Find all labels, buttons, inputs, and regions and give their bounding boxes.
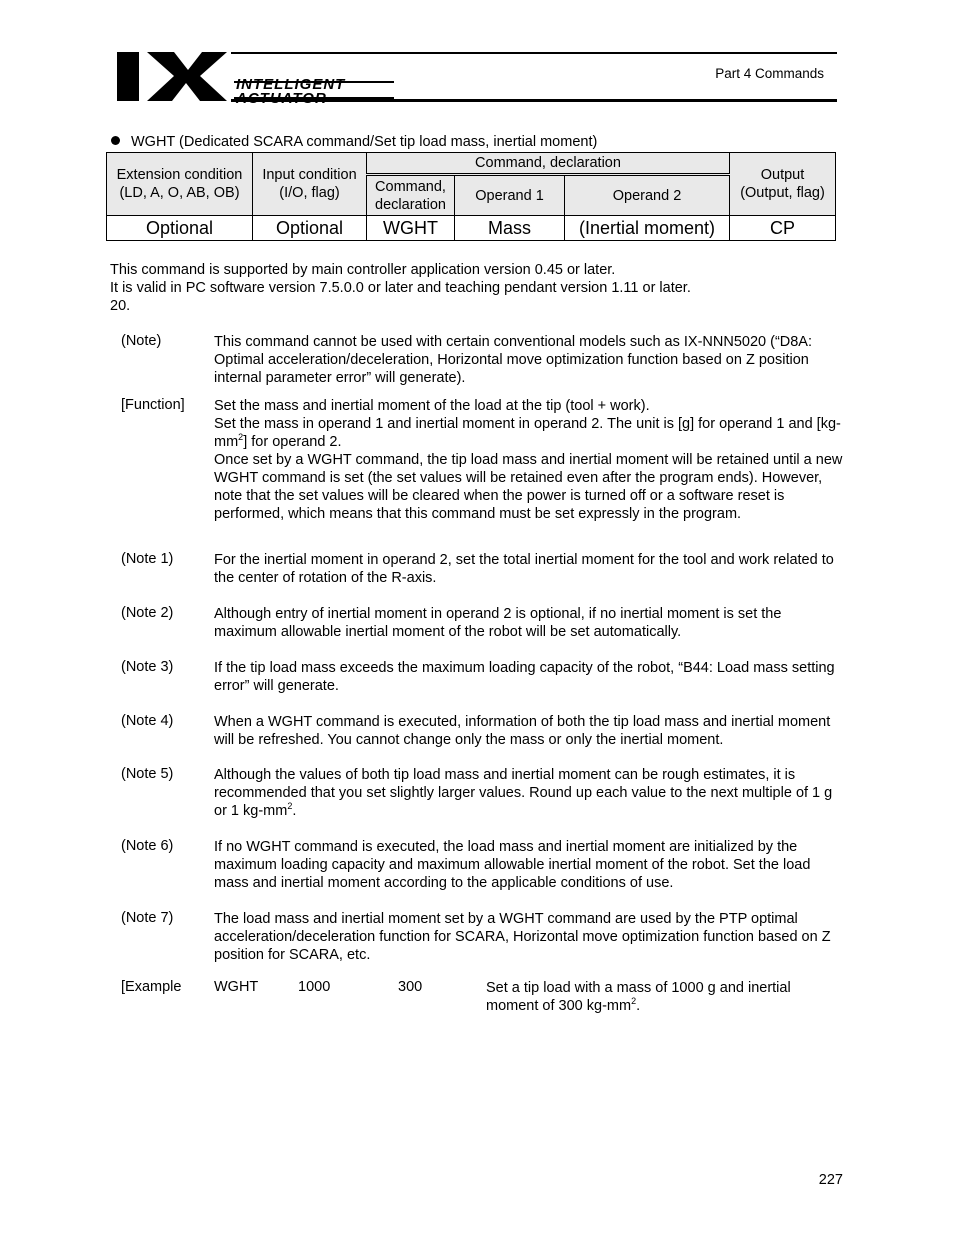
function-paragraph-2: [214, 415, 848, 451]
intro-text: [110, 261, 691, 315]
note-2-text: Although entry of inertial moment in operand 2 is optional, if no inertial moment is set the maximum allowable inertial moment of the robot will be set automatically.: [214, 606, 782, 640]
value-extension-condition: Optional: [107, 216, 253, 241]
command-spec-table: [106, 152, 836, 241]
function-text: [214, 397, 848, 523]
header-command: [367, 175, 455, 216]
note-text: This command cannot be used with certain conventional models such as IX-NNN5020 (“D8A: Optimal acceleration/deceleration, Horizontal move optimization function based on Z position internal parameter error” will generate).: [214, 334, 813, 386]
note-5-body: Although the values of both tip load mass and inertial moment can be rough estimates, it is recommended that you set slightly larger values. Round up each value to the next multiple of 1 g or 1 kg-mm: [214, 767, 833, 819]
header-extension-condition: [107, 153, 253, 216]
command-heading-text: WGHT (Dedicated SCARA command/Set tip load mass, inertial moment): [131, 134, 598, 150]
note-5-tail: .: [292, 803, 297, 819]
header-extension-line1: Extension condition: [116, 167, 243, 183]
note-5-superscript: 2: [287, 801, 293, 812]
example-description: [486, 979, 846, 1015]
note-5-text: [214, 766, 848, 820]
value-command: WGHT: [367, 216, 455, 241]
note-5-label: (Note 5): [121, 766, 174, 782]
function-p2-superscript: 2: [238, 432, 244, 443]
note-7-text: The load mass and inertial moment set by a WGHT command are used by the PTP optimal acceleration/deceleration function for SCARA, Horizontal move optimization function based on Z position for SCARA, etc.: [214, 911, 831, 963]
header-rule-bottom: [231, 99, 837, 102]
function-p2-text: Set the mass in operand 1 and inertial moment in operand 2. The unit is [g] for operand 1 and [kg-mm: [214, 416, 841, 450]
note-4-label: (Note 4): [121, 713, 174, 729]
function-paragraph-1: Set the mass and inertial moment of the load at the tip (tool + work).: [214, 398, 650, 414]
note-7-label: (Note 7): [121, 910, 174, 926]
intro-line-1: This command is supported by main controller application version 0.45 or later.: [110, 262, 616, 278]
page-number: 227: [818, 1172, 843, 1188]
note-1-label: (Note 1): [121, 551, 174, 567]
example-label: [Example: [121, 979, 182, 995]
note-6-text: If no WGHT command is executed, the load mass and inertial moment are initialized by the maximum loading capacity and maximum allowable inertial moment of the robot. Set the load mass and inertial moment according to the applicable conditions of use.: [214, 839, 811, 891]
note-label: (Note): [121, 333, 162, 349]
header-operand1: Operand 1: [455, 175, 565, 216]
header-operand2: Operand 2: [565, 175, 730, 216]
value-output: CP: [730, 216, 836, 241]
note-6-label: (Note 6): [121, 838, 174, 854]
intro-line-3: 20.: [110, 298, 131, 314]
header-input-line2: (I/O, flag): [279, 185, 340, 201]
header-output-line1: Output: [760, 167, 805, 183]
header-command-group: Command, declaration: [367, 153, 730, 175]
function-paragraph-3: Once set by a WGHT command, the tip load mass and inertial moment will be retained until a new WGHT command is set (the set values will be retained even after the program ends). However, note that the set values will be cleared when the power is turned off or a software reset is performed, which means that this command must be set expressly in the program.: [214, 452, 843, 522]
logo-line-intelligent: INTELLIGENT: [236, 76, 346, 93]
header-input-condition: [253, 153, 367, 216]
note-4-text: When a WGHT command is executed, information of both the tip load mass and inertial moment will be refreshed. You cannot change only the mass or only the inertial moment.: [214, 714, 831, 748]
example-operand1: 1000: [298, 979, 331, 995]
function-label: [Function]: [121, 397, 185, 413]
example-operand2: 300: [398, 979, 423, 995]
command-heading: [111, 134, 597, 150]
value-operand1: Mass: [455, 216, 565, 241]
header-output: [730, 153, 836, 216]
note-2-label: (Note 2): [121, 605, 174, 621]
note-1-text: For the inertial moment in operand 2, set the total inertial moment for the tool and work related to the center of rotation of the R-axis.: [214, 552, 834, 586]
header-rule-top: [231, 52, 837, 54]
note-3-text: If the tip load mass exceeds the maximum loading capacity of the robot, “B44: Load mass setting error” will generate.: [214, 660, 835, 694]
note-3-label: (Note 3): [121, 659, 174, 675]
example-description-superscript: 2: [631, 996, 637, 1007]
value-operand2: (Inertial moment): [565, 216, 730, 241]
bullet-icon: [111, 136, 120, 145]
function-p2-tail: ] for operand 2.: [243, 434, 342, 450]
section-label: Part 4 Commands: [715, 66, 824, 81]
header-output-line2: (Output, flag): [740, 185, 825, 201]
header-extension-line2: (LD, A, O, AB, OB): [119, 185, 240, 201]
value-input-condition: Optional: [253, 216, 367, 241]
header-input-line1: Input condition: [262, 167, 357, 183]
intro-line-2: It is valid in PC software version 7.5.0.0 or later and teaching pendant version 1.11 or later.: [110, 280, 691, 296]
example-command: WGHT: [214, 979, 259, 995]
example-description-text: Set a tip load with a mass of 1000 g and inertial moment of 300 kg-mm: [486, 980, 791, 1014]
header-command-line1: Command,: [375, 178, 446, 195]
header-command-line2: declaration: [375, 196, 446, 213]
example-description-tail: .: [636, 998, 641, 1014]
